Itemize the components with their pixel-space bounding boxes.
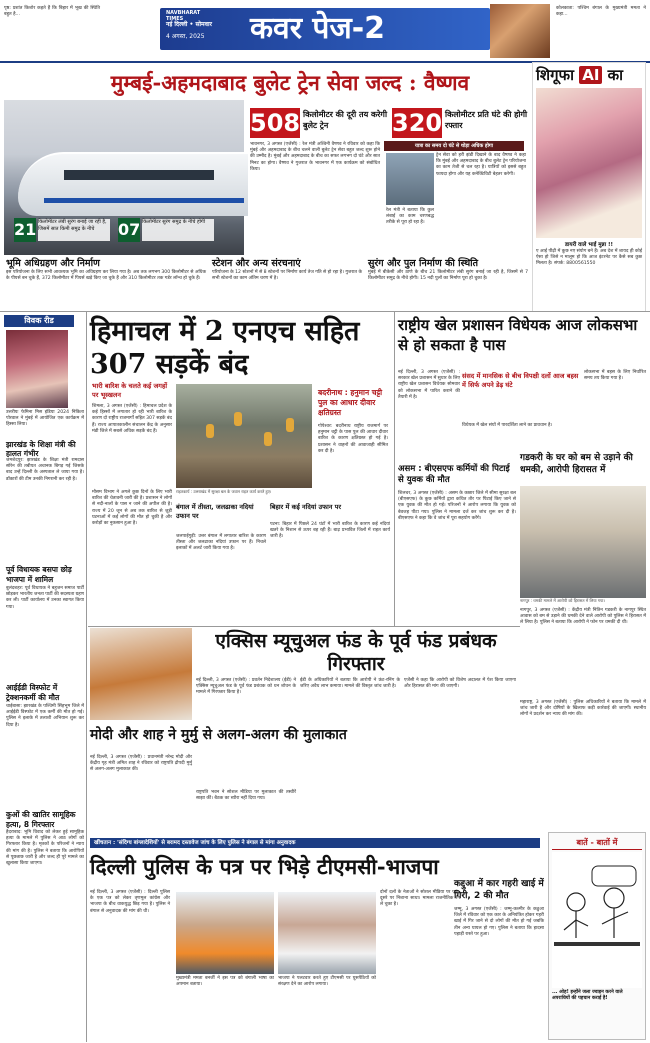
masthead-right-promo[interactable] <box>556 6 646 56</box>
himachal-headline[interactable]: हिमाचल में 2 एनएच सहित 307 सड़कें बंद <box>90 316 360 380</box>
axis-body-2: ईडी के अधिकारियों ने बताया कि आरोपी ने फ्रंट-रनिंग के जरिए अवैध लाभ कमाया। मामले की विस्तृत जांच जारी है। <box>300 678 400 690</box>
sports-bill-body-3: लोकसभा में बहस के लिए निर्धारित समय तय किया गया है। <box>584 370 646 382</box>
sports-bill-body-2: विधेयक में खेल संघों में पारदर्शिता लाने का प्रावधान है। <box>462 423 553 428</box>
bihar-body: पटना: बिहार में पिछले 24 घंटों में भारी बारिश के कारण कई नदियां खतरे के निशान से ऊपर बह रही हैं। बाढ़ प्रभावित जिलों में राहत कार्य जारी है। <box>270 522 390 540</box>
bengal-head[interactable]: बंगाल में तीस्ता, जलढाका नदियां उफान पर <box>176 503 254 520</box>
modi-shah-body: नई दिल्ली, 3 अगस्त (एजेंसी) : प्रधानमंत्री नरेन्द्र मोदी और केंद्रीय गृह मंत्री अमित शाह ने रविवार को राष्ट्रपति द्रौपदी मुर्मु से अलग-अलग मुलाकात की। <box>90 755 192 773</box>
column-divider <box>86 312 87 1042</box>
lead-headline[interactable]: मुम्बई-अहमदाबाद बुलेट ट्रेन सेवा जल्द : वैष्णव <box>110 70 470 95</box>
stat-tunnel-value: 21 <box>14 218 36 242</box>
cartoon-image <box>552 852 642 988</box>
bjp-leader-photo <box>176 892 274 974</box>
stat-speed-value: 320 <box>392 109 443 137</box>
lead-body-3: रेल मंत्री ने बताया कि कुल लंबाई का काम चरणबद्ध तरीके से पूरा हो रहा है। <box>386 208 434 226</box>
axis-body: नई दिल्ली, 3 अगस्त (एजेंसी) : प्रवर्तन निदेशालय (ईडी) ने एक्सिस म्यूचुअल फंड के पूर्व फंड प्रबंधक को धन शोधन के मामले में गिरफ्तार किया है। <box>196 678 296 696</box>
delhi-police-body-2: मुख्यमंत्री ममता बनर्जी ने इस पत्र को बंगाली भाषा का अपमान बताया। <box>176 976 274 988</box>
gadkari-body: नागपुर, 3 अगस्त (एजेंसी) : केंद्रीय मंत्री नितिन गडकरी के नागपुर स्थित आवास को बम से उड़ाने की धमकी देने वाले आरोपी को पुलिस ने हिरासत में ले लिया है। पुलिस ने बताया कि आरोपी ने फोन पर धमकी दी थी। <box>520 608 646 626</box>
gadkari-head[interactable]: गडकरी के घर को बम से उड़ाने की धमकी, आरोपी हिरासत में <box>520 453 633 475</box>
column-divider <box>394 312 395 626</box>
brief-head[interactable]: पूर्व विधायक बसपा छोड़ भाजपा में शामिल <box>6 565 72 584</box>
section-label: विवक रीड <box>4 315 74 327</box>
train-body <box>18 152 248 216</box>
rescuer <box>206 424 214 438</box>
sub-head-stations[interactable]: स्टेशन और अन्य संरचनाएं <box>212 258 301 269</box>
promo-text: कोलकाता: पश्चिम बंगाल के मुख्यमंत्री ममता ने कहा... <box>556 6 646 18</box>
axis-body-3: एजेंसी ने कहा कि आरोपी को विशेष अदालत में पेश किया जाएगा और हिरासत की मांग की जाएगी। <box>404 678 516 690</box>
stat-distance-text: किलोमीटर की दूरी तय करेगी बुलेट ट्रेन <box>303 110 388 130</box>
badrinath-head[interactable]: बदरीनाथ : हनुमान चट्टी पुल का आधार दीवार क्षतिग्रस्त <box>318 388 383 417</box>
ai-caption-head: डायरी वाले भाई मुन्ना !! <box>565 242 613 248</box>
brief-body: बुलंदशहर: पूर्व विधायक ने बहुजन समाज पार्टी छोड़कर भारतीय जनता पार्टी की सदस्यता ग्रहण कर ली। पार्टी कार्यालय में उनका स्वागत किया गया। <box>6 586 84 610</box>
sub-head-tunnel[interactable]: सुरंग और पुल निर्माण की स्थिति <box>368 258 479 269</box>
gadkari-photo <box>520 486 646 598</box>
page-title: कवर पेज-2 <box>250 11 386 46</box>
sub-body-stations: परियोजना के 12 स्टेशनों में से 8 स्टेशनों पर निर्माण कार्य तेज गति से हो रहा है। गुजरात के सभी स्टेशनों का काम अंतिम चरण में है। <box>212 270 362 282</box>
cartoon-caption: ... ओह! इन्होंने जला ज्वाइन करने वाले अपराधियों की पहचान कराई है! <box>552 990 623 1002</box>
mamata-photo <box>278 892 376 974</box>
himachal-subhead: भारी बारिश के चलते कई जगहों पर भूस्खलन <box>92 382 168 399</box>
kathua-body: जम्मू, 3 अगस्त (एजेंसी) : जम्मू-कश्मीर के कठुआ जिले में रविवार को एक कार के अनियंत्रित होकर गहरी खाई में गिर जाने से दो लोगों की मौत हो गई जबकि तीन अन्य घायल हो गए। पुलिस ने बताया कि हादसा पहाड़ी रास्ते पर हुआ। <box>454 907 544 937</box>
delhi-police-body: नई दिल्ली, 3 अगस्त (एजेंसी) : दिल्ली पुलिस के एक पत्र को लेकर तृणमूल कांग्रेस और भाजपा के बीच वाकयुद्ध छिड़ गया है। पुलिस ने बंगाल से अनुवादक की मांग की थी। <box>90 890 170 914</box>
maharashtra-body: महाराष्ट्र, 3 अगस्त (एजेंसी) : पुलिस अधिकारियों ने बताया कि मामले में जांच जारी है और दोषियों के खिलाफ कड़ी कार्रवाई की जाएगी। स्थानीय लोगों ने प्रदर्शन कर न्याय की मांग की। <box>520 700 646 718</box>
rescue-photo <box>176 384 312 488</box>
edition-city: नई दिल्ली • सोमवार <box>166 21 212 28</box>
stat-undersea-text: किलोमीटर सुरंग समुद्र के नीचे होगी <box>142 219 214 241</box>
lead-pill: यात्रा का समय दो घंटे से थोड़ा अधिक होगा <box>384 141 524 151</box>
stat-speed-text: किलोमीटर प्रति घंटे की होगी रफ्तार <box>445 110 528 130</box>
sub-head-land[interactable]: भूमि अधिग्रहण और निर्माण <box>6 258 100 269</box>
lead-body-2: ट्रेन सेवा को हरी झंडी दिखाने के बाद वैष्णव ने कहा कि मुंबई और अहमदाबाद के बीच बुलेट ट्रेन परियोजना का काम तेजी से चल रहा है। यात्रियों को इससे बहुत फायदा होगा और यह कनेक्टिविटी बेहतर करेगी। <box>436 153 526 177</box>
ai-title-prefix: शिगूफा <box>536 66 574 84</box>
divider <box>88 626 520 627</box>
sports-bill-body: नई दिल्ली, 3 अगस्त (एजेंसी) : सरकार खेल प्रशासन में सुधार के लिए राष्ट्रीय खेल प्रशासन विधेयक सोमवार को लोकसभा में पारित कराने की तैयारी में है। <box>398 370 460 400</box>
train-stripe <box>44 198 244 203</box>
ai-title-suffix: का <box>607 66 624 84</box>
minister-photo <box>386 153 434 205</box>
masthead-photo <box>490 4 550 58</box>
modi-shah-headline[interactable]: मोदी और शाह ने मुर्मु से अलग-अलग की मुलाकात <box>90 727 347 743</box>
badrinath-body: गोपेश्वर: बदरीनाथ राष्ट्रीय राजमार्ग पर हनुमान चट्टी के पास पुल की आधार दीवार बारिश के कारण क्षतिग्रस्त हो गई है। प्रशासन ने वाहनों की आवाजाही सीमित कर दी है। <box>318 424 388 454</box>
delhi-police-headline[interactable]: दिल्ली पुलिस के पत्र पर भिड़े टीएमसी-भाजपा <box>90 854 439 879</box>
rescue-caption: राहतकार्य : उत्तराखंड में सुरक्षा बल के जवान राहत कार्य करते हुए। <box>176 489 272 494</box>
assam-body: शिलचर, 3 अगस्त (एजेंसी) : असम के कछार जिले में सीमा सुरक्षा बल (बीएसएफ) के कुछ कर्मियों द्वारा कथित तौर पर पिटाई किए जाने से एक युवक की मौत हो गई। परिजनों ने आरोप लगाया कि युवक को बेवजह पीटा गया। पुलिस ने मामला दर्ज कर जांच शुरू कर दी है। बीएसएफ ने कहा कि वे जांच में पूरा सहयोग करेंगे। <box>398 491 516 521</box>
edition-date: 4 अगस्त, 2025 <box>166 33 205 40</box>
rescuer <box>234 412 242 426</box>
brief-body: हैदराबाद: भूमि विवाद को लेकर हुई सामूहिक हत्या के मामले में पुलिस ने आठ लोगों को गिरफ्तार किया है। मृतकों के परिजनों ने न्याय की मांग की है। पुलिस ने बताया कि आरोपियों से पूछताछ जारी है और जल्द ही पूरे मामले का खुलासा किया जाएगा। <box>6 830 84 867</box>
divider <box>0 311 650 312</box>
stat-tunnel-text: किलोमीटर लंबी सुरंग बनाई जा रही है, जिसमें सात किमी समुद्र के नीचे <box>38 219 110 241</box>
delhi-police-body-4: दोनों दलों के नेताओं ने सोशल मीडिया पर एक-दूसरे पर निशाना साधा। मामला राजनीतिक रंग ले चुका है। <box>380 890 460 908</box>
himachal-body-2: मौसम विभाग ने अगले कुछ दिनों के लिए भारी बारिश की चेतावनी जारी की है। प्रशासन ने लोगों से नदी-नालों के पास न जाने की अपील की है। राज्य में 20 जून से अब तक बारिश से जुड़ी घटनाओं में कई लोगों की मौत हो चुकी है और करोड़ों का नुकसान हुआ है। <box>92 490 172 527</box>
sports-bill-highlight: संसद में मानसिक से बीच विपक्षी दलों आज बहस में सिर्फ अपने डेढ़ घंटे <box>462 372 579 389</box>
ai-column-title <box>536 64 642 86</box>
sub-body-land: इस परियोजना के लिए सभी आवश्यक भूमि का अधिग्रहण कर लिया गया है। अब तक लगभग 300 किलोमीटर से अधिक के पीयर्स बन चुके हैं, 372 किलोमीटर में पियर्स खड़े किए जा चुके हैं और 310 किलोमीटर तक गर्डर लॉन्च हो चुके हैं। <box>6 270 206 282</box>
sub-body-tunnel: मुंबई में बीकेसी और ठाणे के बीच 21 किलोमीटर लंबी सुरंग बनाई जा रही है, जिसमें से 7 किलोमीटर समुद्र के नीचे होगी। 15 नदी पुलों का निर्माण पूरा हो चुका है। <box>368 270 528 282</box>
bihar-head[interactable]: बिहार में कई नदियां उफान पर <box>270 503 341 511</box>
axis-headline[interactable]: एक्सिस म्यूचुअल फंड के पूर्व फंड प्रबंधक गिरफ्तार <box>215 630 497 675</box>
model-caption: उत्तरीयः फेमिना मिस इंडिया 2024 निकिता पोरवाल ने मुंबई में आयोजित एक कार्यक्रम में हिस्सा लिया। <box>6 410 84 428</box>
gadkari-caption: नागपुर : धमकी मामले में आरोपी को हिरासत में लिया गया। <box>520 598 605 603</box>
brief-head[interactable]: कुओं की खातिर सामूहिक हत्या, 8 गिरफ्तार <box>6 810 76 829</box>
paper-name: NAVBHARAT TIMES <box>166 10 201 22</box>
brief-head[interactable]: आईईडी विस्फोट में ट्रेक्शनकर्मी की मौत <box>6 683 60 702</box>
masthead-left-promo[interactable] <box>4 6 100 54</box>
rescuer <box>286 418 294 432</box>
stat-distance-value: 508 <box>250 109 301 137</box>
bengal-body: जलपाईगुड़ी: उत्तर बंगाल में लगातार बारिश के कारण तीस्ता और जलढाका नदियां उफान पर हैं। निचले इलाकों में अलर्ट जारी किया गया है। <box>176 534 266 552</box>
rescuer <box>264 432 272 446</box>
kathua-head[interactable]: कद्दुआ में कार गहरी खाई में गिरी, 2 की मौत <box>454 879 544 901</box>
lead-body: भावनगर, 3 अगस्त (एजेंसी) : रेल मंत्री अश्विनी वैष्णव ने रविवार को कहा कि मुंबई और अहमदाबाद के बीच चलने वाली बुलेट ट्रेन सेवा बहुत जल्द शुरू होने की उम्मीद है। मुंबई और अहमदाबाद के बीच का सफर लगभग दो घंटे और सात मिनट का होगा। वैष्णव ने गुजरात के भावनगर में एक कार्यक्रम को संबोधित किया। <box>250 142 380 172</box>
model-photo <box>6 330 68 408</box>
ai-title-badge: AI <box>579 66 602 84</box>
train-window <box>64 170 214 180</box>
brief-head[interactable]: झारखंड के शिक्षा मंत्री की हालत गंभीर <box>6 440 76 458</box>
ai-caption: ए आई पीढ़ी में कुछ नए संयोग बने हैं। अब देश में शायद ही कोई ऐसा हो जिसे न मालूम हो कि आज इंटरनेट पर कैसे सब कुछ मिलता है। संपर्क: 8800561550 <box>536 249 642 267</box>
sports-bill-headline[interactable]: राष्ट्रीय खेल प्रशासन विधेयक आज लोकसभा से हो सकता है पास <box>398 316 638 354</box>
modi-murmu-photo <box>90 628 192 720</box>
brief-body: जमशेदपुर: झारखंड के शिक्षा मंत्री रामदास सोरेन की तबीयत अचानक बिगड़ गई जिसके बाद उन्हें दिल्ली के अस्पताल ले जाया गया है। डॉक्टरों की टीम उनकी निगरानी कर रही है। <box>6 458 84 482</box>
himachal-body: शिमला, 3 अगस्त (एजेंसी) : हिमाचल प्रदेश के कई हिस्सों में लगातार हो रही भारी बारिश के कारण दो राष्ट्रीय राजमार्गों सहित 307 सड़कें बंद हैं। राज्य आपातकालीन संचालन केंद्र के अनुसार मंडी जिले में सबसे अधिक सड़कें बंद हैं। <box>92 404 172 434</box>
modi-shah-body-2: राष्ट्रपति भवन ने सोशल मीडिया पर मुलाकात की तस्वीरें साझा कीं। बैठक का ब्यौरा नहीं दिया गया। <box>196 790 296 802</box>
ai-image <box>536 88 642 238</box>
delhi-police-body-3: भाजपा ने पलटवार करते हुए टीएमसी पर घुसपैठियों को संरक्षण देने का आरोप लगाया। <box>278 976 376 988</box>
stat-undersea-value: 07 <box>118 218 140 242</box>
cartoon-title: बातें - बातों में <box>552 836 642 850</box>
cartoon-illustration <box>552 852 642 988</box>
promo-text: पृष्ठ: प्रशांत किशोर कहते हैं कि बिहार में भूख की स्थिति बहुत है... <box>4 6 100 18</box>
assam-head[interactable]: असम : बीएसएफ कर्मियों की पिटाई से युवक की मौत <box>398 464 510 485</box>
delhi-police-kicker: खींचतान : 'संदिग्ध बांग्लादेशियों' से बरामद दस्तावेज जांच के लिए पुलिस ने बंगाल से मांगा अनुवादक <box>90 838 540 848</box>
brief-body: चाईबासा: झारखंड के पश्चिमी सिंहभूम जिले में आईईडी विस्फोट में एक कर्मी की मौत हो गई। पुलिस ने इलाके में तलाशी अभियान शुरू कर दिया है। <box>6 704 84 728</box>
